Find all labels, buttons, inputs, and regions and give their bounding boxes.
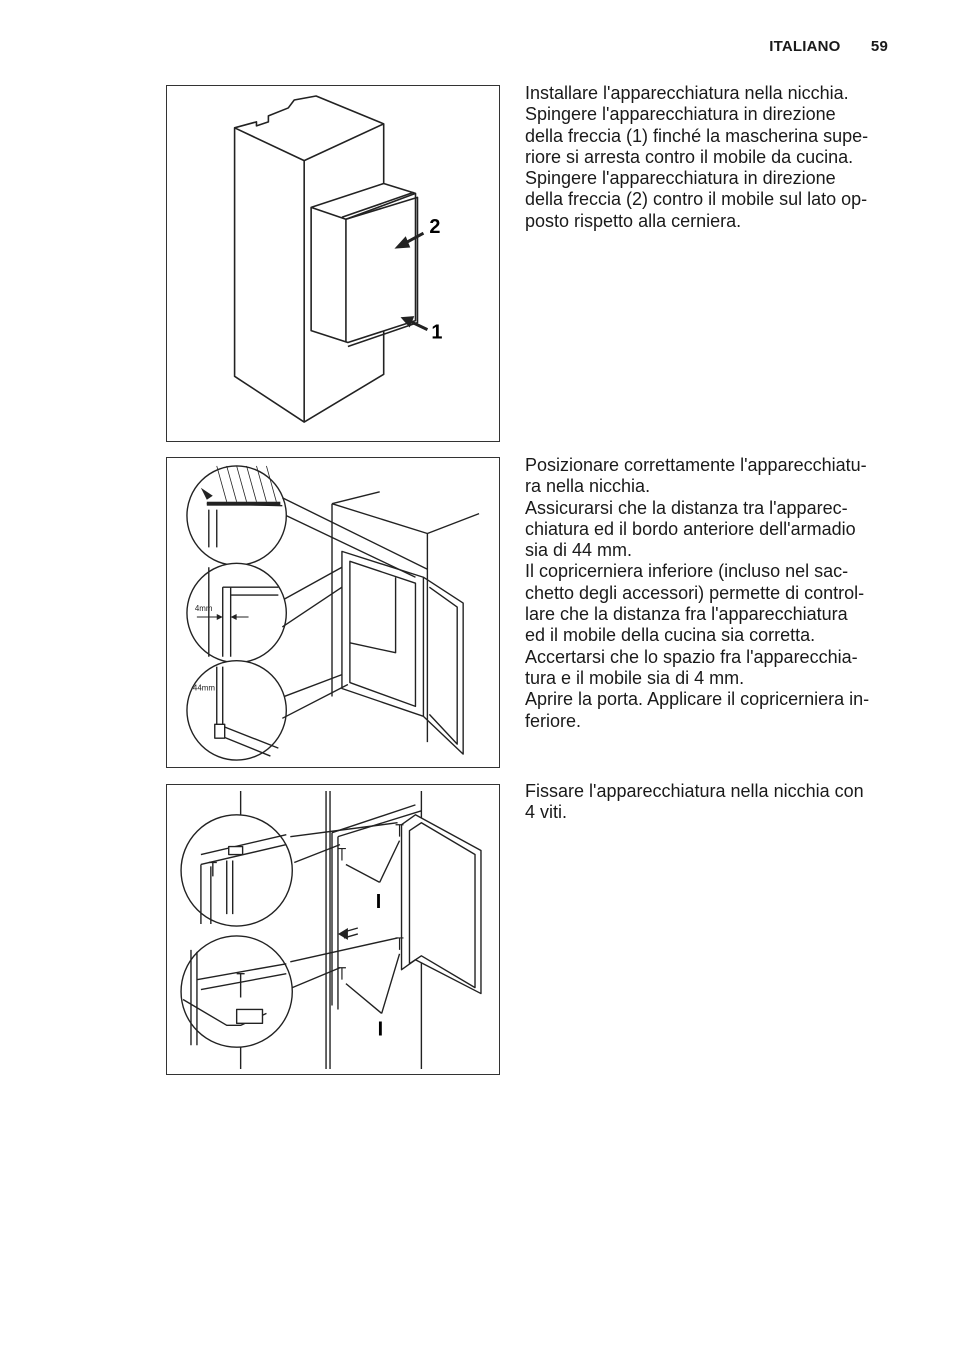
text-line: sia di 44 mm. [525, 540, 633, 561]
text-line: Aprire la porta. Applicare il copricerniera in- [525, 689, 870, 710]
position-distances-illustration [167, 458, 499, 767]
instruction-position [525, 455, 895, 732]
text-line: chiatura ed il bordo anteriore dell'armadio [525, 518, 856, 539]
figure-install-niche [166, 85, 500, 442]
text-line: ed il mobile della cucina sia corretta. [525, 625, 816, 646]
text-line: 4 viti. [525, 802, 568, 823]
text-line: tura e il mobile sia di 4 mm. [525, 667, 745, 688]
figure-position-distances [166, 457, 500, 768]
text-line: Il copricerniera inferiore (incluso nel sac- [525, 561, 849, 582]
arrow-1-label: 1 [431, 321, 443, 344]
arrow-2-label: 2 [429, 216, 441, 239]
text-line: della freccia (1) finché la mascherina supe- [525, 125, 869, 146]
page-header [769, 38, 888, 55]
text-line: posto rispetto alla cerniera. [525, 210, 742, 231]
figure-fix-screws [166, 784, 500, 1075]
text-line: Spingere l'apparecchiatura in direzione [525, 168, 836, 189]
install-niche-illustration [167, 86, 499, 441]
text-line: Accertarsi che lo spazio fra l'apparecchia- [525, 646, 858, 667]
screw-top-label: I [375, 891, 382, 914]
instruction-install [525, 83, 895, 232]
gap-label: 4mm [194, 604, 213, 614]
text-line: Installare l'apparecchiatura nella nicchia. [525, 83, 849, 103]
text-line: ra nella nicchia. [525, 476, 651, 497]
page-number: 59 [870, 38, 888, 55]
text-line: della freccia (2) contro il mobile sul lato op- [525, 189, 868, 210]
depth-label: 44mm [192, 683, 215, 693]
text-line: lare che la distanza fra l'apparecchiatura [525, 604, 848, 625]
text-line: Spingere l'apparecchiatura in direzione [525, 104, 836, 125]
fix-screws-illustration [167, 785, 499, 1074]
header-language: ITALIANO [769, 38, 841, 55]
text-line: Fissare l'apparecchiatura nella nicchia con [525, 781, 864, 801]
text-line: Assicurarsi che la distanza tra l'apparec- [525, 497, 848, 518]
text-line: Posizionare correttamente l'apparecchiatu- [525, 455, 867, 475]
screw-bottom-label: I [377, 1018, 384, 1041]
instruction-fix [525, 781, 895, 824]
text-line: chetto degli accessori) permette di control- [525, 582, 865, 603]
text-line: riore si arresta contro il mobile da cucina. [525, 146, 854, 167]
text-line: feriore. [525, 710, 582, 731]
